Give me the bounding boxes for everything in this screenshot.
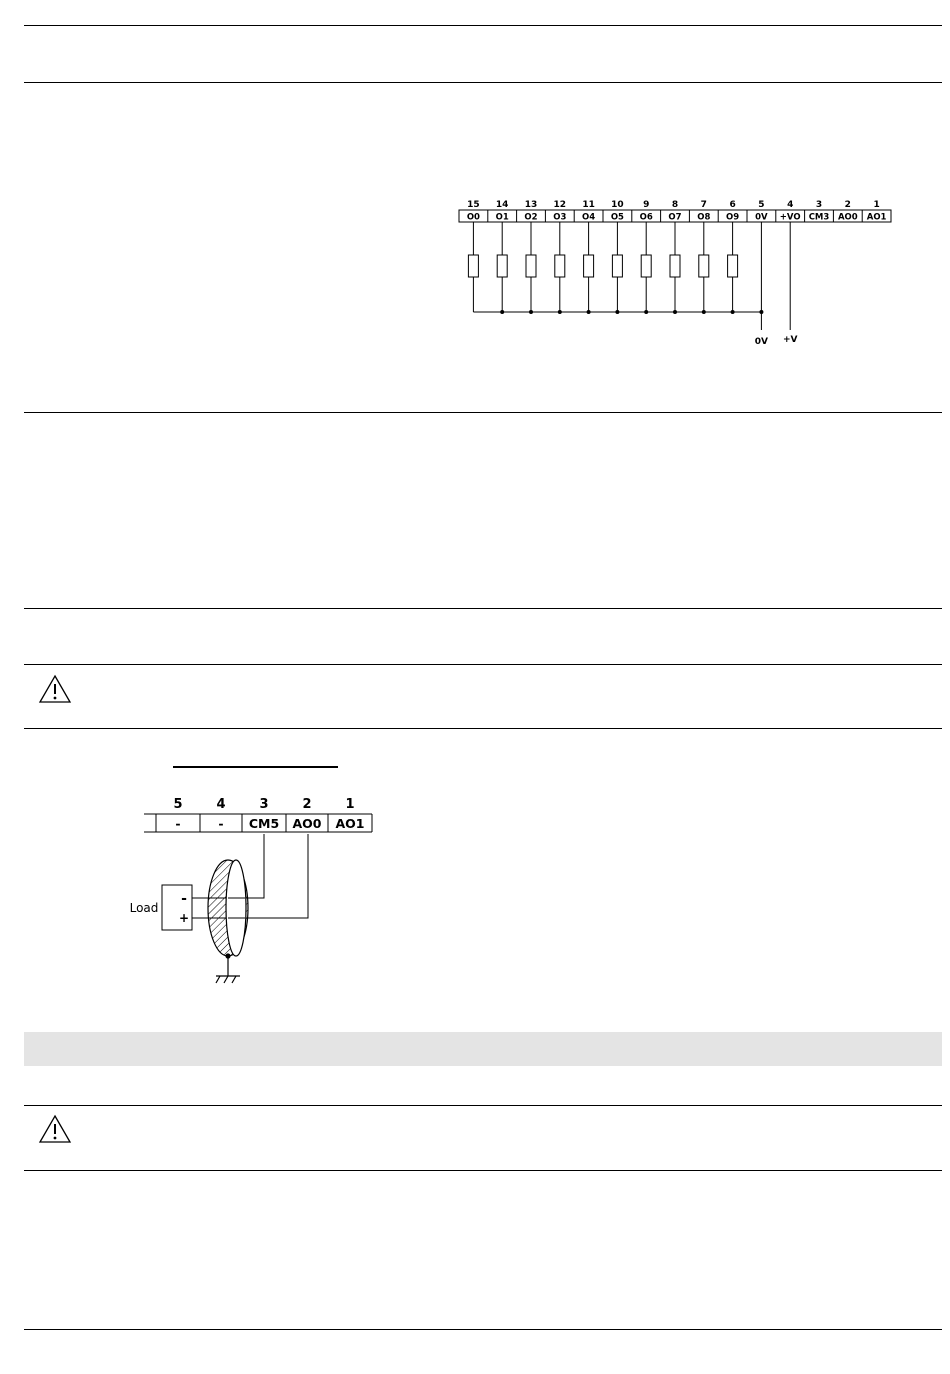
pin-number: 7 [700, 200, 707, 210]
analog-output-diagram [120, 790, 390, 990]
pin-number: 15 [467, 200, 480, 210]
terminal-label: AO0 [837, 212, 858, 223]
pin-number: 4 [216, 797, 226, 812]
pin-number: 11 [582, 200, 595, 210]
rule [24, 608, 942, 609]
terminal-label: O2 [524, 212, 538, 223]
pin-number: 1 [873, 200, 880, 210]
pin-number: 12 [553, 200, 567, 210]
supply-label-0v: 0V [754, 337, 769, 347]
pin-number: 8 [671, 200, 679, 210]
terminal-label: O1 [495, 212, 509, 223]
junction-dot [759, 310, 763, 314]
resistor-icon [728, 255, 738, 277]
warning-icon [38, 674, 72, 704]
pin-number: 3 [259, 797, 269, 812]
shaded-bar [24, 1032, 942, 1066]
terminal-strip [459, 210, 891, 223]
terminal-label: +VO [779, 212, 801, 223]
resistor-icon [670, 255, 680, 277]
terminal-label: O9 [726, 212, 740, 223]
terminal-label: AO1 [866, 212, 887, 223]
pin-numbers [173, 797, 354, 812]
pin-number: 6 [729, 200, 736, 210]
terminal-label: AO1 [335, 816, 365, 831]
rule [24, 1105, 942, 1106]
pin-number: 1 [345, 797, 355, 812]
terminal-label: O6 [639, 212, 653, 223]
rule [24, 1170, 942, 1171]
pin-number: 4 [787, 200, 794, 210]
terminal-label: 0V [755, 212, 768, 223]
load-label: Load [129, 901, 159, 915]
pin-number: 9 [643, 200, 650, 210]
output-wiring-diagram [450, 190, 910, 355]
cable-shield [208, 860, 248, 956]
terminal-label: O4 [582, 212, 596, 223]
terminal-label: - [218, 816, 224, 831]
wires [468, 222, 790, 330]
resistor-icon [584, 255, 594, 277]
resistor-icon [612, 255, 622, 277]
rule [24, 1329, 942, 1330]
resistor-icon [526, 255, 536, 277]
pin-number: 5 [173, 797, 183, 812]
pin-number: 2 [302, 797, 312, 812]
terminal-strip [144, 814, 372, 832]
pin-number: 2 [844, 200, 851, 210]
terminal-label: O3 [553, 212, 567, 223]
terminal-label: O7 [668, 212, 682, 223]
polarity-minus: - [181, 891, 187, 907]
pin-number: 14 [495, 200, 509, 210]
resistor-icon [555, 255, 565, 277]
polarity-plus: + [178, 911, 190, 925]
resistor-icon [468, 255, 478, 277]
pin-number: 10 [611, 200, 624, 210]
diagram-title-rule [173, 766, 338, 768]
warning-icon [38, 1114, 72, 1144]
resistor-icon [641, 255, 651, 277]
terminal-label: O8 [697, 212, 711, 223]
terminal-label: - [175, 816, 181, 831]
rule [24, 82, 942, 83]
pin-number: 3 [815, 200, 823, 210]
pin-number: 5 [758, 200, 765, 210]
rule [24, 25, 942, 26]
rule [24, 412, 942, 413]
rule [24, 728, 942, 729]
pin-numbers [467, 200, 880, 210]
ground-icon [216, 954, 240, 983]
terminal-label: O0 [466, 212, 480, 223]
resistor-icon [699, 255, 709, 277]
rule [24, 664, 942, 665]
terminal-label: AO0 [292, 816, 322, 831]
resistor-icon [497, 255, 507, 277]
terminal-label: CM3 [808, 212, 830, 223]
supply-label-plus-v: +V [782, 335, 798, 345]
terminal-label: CM5 [248, 816, 280, 831]
terminal-label: O5 [610, 212, 624, 223]
pin-number: 13 [524, 200, 538, 210]
